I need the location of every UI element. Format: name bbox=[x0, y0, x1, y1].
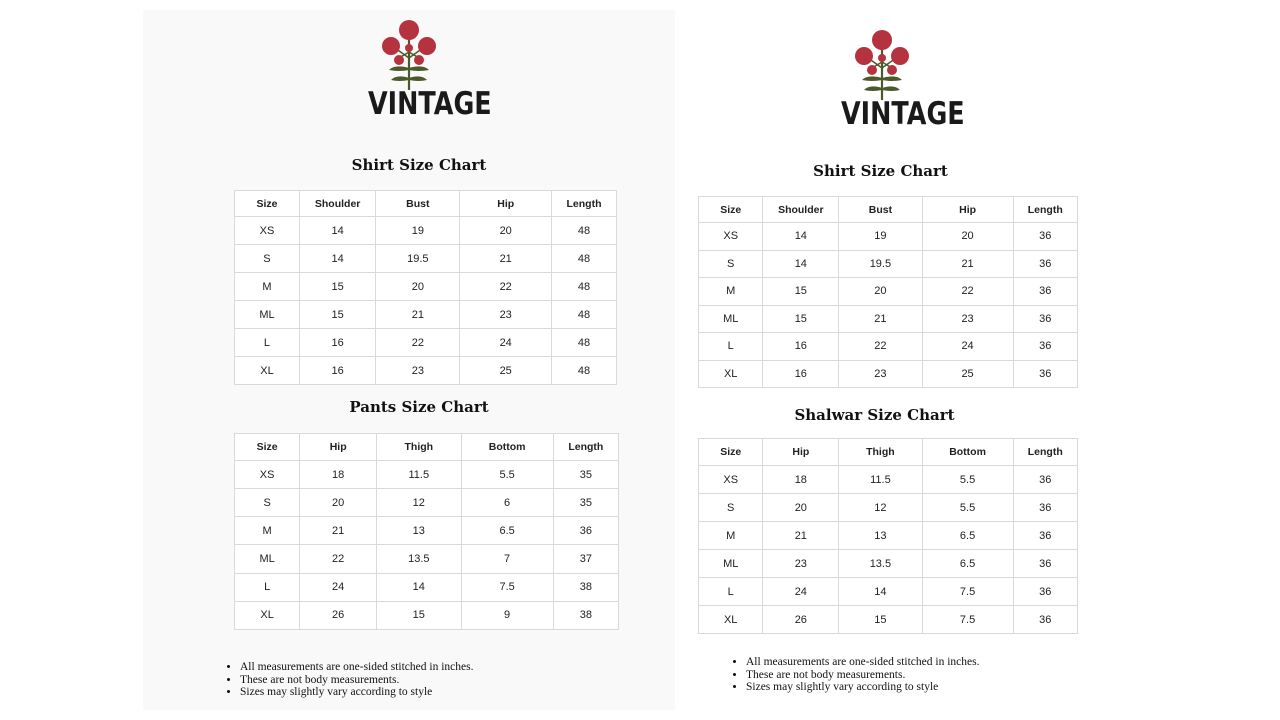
table-row bbox=[699, 278, 1078, 306]
table-row bbox=[235, 601, 619, 629]
table-cell: 22 bbox=[376, 329, 460, 357]
column-header: Bust bbox=[839, 197, 922, 223]
table-cell: XL bbox=[235, 601, 300, 629]
shalwar-chart-title: Shalwar Size Chart bbox=[794, 406, 955, 424]
table-cell: 19.5 bbox=[839, 250, 922, 278]
table-cell: 20 bbox=[763, 494, 839, 522]
table-cell: M bbox=[699, 278, 763, 306]
table-cell: 18 bbox=[300, 461, 377, 489]
table-cell: 36 bbox=[1013, 278, 1077, 306]
table-cell: 35 bbox=[553, 461, 618, 489]
column-header: Shoulder bbox=[299, 191, 375, 217]
table-header-row bbox=[699, 197, 1078, 223]
table-cell: 20 bbox=[922, 223, 1013, 251]
table-cell: S bbox=[235, 245, 300, 273]
table-cell: 14 bbox=[839, 578, 922, 606]
table-cell: 21 bbox=[376, 301, 460, 329]
table-cell: 19 bbox=[376, 217, 460, 245]
table-cell: 48 bbox=[552, 273, 617, 301]
table-cell: 24 bbox=[300, 573, 377, 601]
table-cell: 14 bbox=[299, 217, 375, 245]
table-cell: 36 bbox=[1013, 305, 1077, 333]
table-cell: 48 bbox=[552, 329, 617, 357]
table-cell: ML bbox=[235, 545, 300, 573]
table-row bbox=[235, 461, 619, 489]
table-row bbox=[699, 360, 1078, 388]
note-item: • These are not body measurements. bbox=[746, 669, 979, 682]
table-cell: 36 bbox=[553, 517, 618, 545]
table-row bbox=[235, 245, 617, 273]
table-cell: 15 bbox=[299, 301, 375, 329]
table-cell: L bbox=[235, 329, 300, 357]
table-cell: 14 bbox=[377, 573, 461, 601]
table-cell: 36 bbox=[1013, 550, 1077, 578]
table-row bbox=[699, 305, 1078, 333]
table-cell: 12 bbox=[839, 494, 922, 522]
table-cell: 24 bbox=[763, 578, 839, 606]
brand-name: VINTAGE bbox=[841, 96, 965, 132]
table-cell: 6 bbox=[461, 489, 553, 517]
table-cell: 6.5 bbox=[922, 522, 1013, 550]
table-cell: 7 bbox=[461, 545, 553, 573]
table-cell: 37 bbox=[553, 545, 618, 573]
note-item: • All measurements are one-sided stitched in inches. bbox=[240, 661, 473, 674]
table-row bbox=[699, 494, 1078, 522]
measurement-notes bbox=[730, 656, 979, 694]
table-row bbox=[235, 217, 617, 245]
table-cell: 15 bbox=[839, 606, 922, 634]
table-cell: 22 bbox=[300, 545, 377, 573]
table-cell: 21 bbox=[839, 305, 922, 333]
table-cell: M bbox=[235, 273, 300, 301]
table-cell: 5.5 bbox=[922, 494, 1013, 522]
table-row bbox=[235, 357, 617, 385]
table-cell: 36 bbox=[1013, 522, 1077, 550]
table-row bbox=[235, 573, 619, 601]
table-cell: XS bbox=[235, 461, 300, 489]
table-cell: 20 bbox=[300, 489, 377, 517]
column-header: Length bbox=[553, 434, 618, 461]
table-cell: 13 bbox=[839, 522, 922, 550]
column-header: Size bbox=[699, 197, 763, 223]
table-cell: 24 bbox=[922, 333, 1013, 361]
table-header-row bbox=[235, 191, 617, 217]
table-cell: 23 bbox=[763, 550, 839, 578]
column-header: Hip bbox=[922, 197, 1013, 223]
column-header: Shoulder bbox=[763, 197, 839, 223]
column-header: Hip bbox=[300, 434, 377, 461]
table-cell: XL bbox=[235, 357, 300, 385]
table-cell: M bbox=[699, 522, 763, 550]
column-header: Thigh bbox=[377, 434, 461, 461]
table-cell: 36 bbox=[1013, 606, 1077, 634]
table-cell: 9 bbox=[461, 601, 553, 629]
table-cell: 14 bbox=[763, 223, 839, 251]
table-row bbox=[235, 545, 619, 573]
table-cell: 38 bbox=[553, 573, 618, 601]
table-cell: 5.5 bbox=[922, 466, 1013, 494]
table-row bbox=[235, 301, 617, 329]
table-cell: 38 bbox=[553, 601, 618, 629]
table-cell: 14 bbox=[763, 250, 839, 278]
brand-name: VINTAGE bbox=[368, 86, 492, 122]
table-cell: 20 bbox=[376, 273, 460, 301]
table-row bbox=[699, 606, 1078, 634]
table-cell: S bbox=[699, 494, 763, 522]
vintage-logo bbox=[832, 28, 965, 132]
table-cell: 16 bbox=[299, 357, 375, 385]
column-header: Size bbox=[235, 191, 300, 217]
table-cell: 18 bbox=[763, 466, 839, 494]
table-cell: M bbox=[235, 517, 300, 545]
column-header: Length bbox=[552, 191, 617, 217]
table-cell: 11.5 bbox=[839, 466, 922, 494]
table-cell: 21 bbox=[460, 245, 552, 273]
shirt-size-table bbox=[698, 196, 1078, 388]
table-cell: 26 bbox=[300, 601, 377, 629]
table-cell: 20 bbox=[839, 278, 922, 306]
shalwar-size-table bbox=[698, 438, 1078, 634]
column-header: Hip bbox=[763, 439, 839, 466]
table-row bbox=[699, 522, 1078, 550]
table-cell: 16 bbox=[763, 333, 839, 361]
table-row bbox=[235, 273, 617, 301]
table-row bbox=[699, 466, 1078, 494]
column-header: Size bbox=[699, 439, 763, 466]
flower-icon bbox=[850, 28, 914, 102]
table-row bbox=[699, 333, 1078, 361]
column-header: Bottom bbox=[922, 439, 1013, 466]
table-cell: 13.5 bbox=[839, 550, 922, 578]
table-cell: ML bbox=[235, 301, 300, 329]
table-cell: XS bbox=[699, 223, 763, 251]
note-item: • Sizes may slightly vary according to style bbox=[240, 686, 473, 699]
table-cell: XL bbox=[699, 360, 763, 388]
table-cell: XS bbox=[699, 466, 763, 494]
table-cell: S bbox=[699, 250, 763, 278]
table-cell: L bbox=[699, 578, 763, 606]
table-cell: 35 bbox=[553, 489, 618, 517]
table-cell: 5.5 bbox=[461, 461, 553, 489]
column-header: Bottom bbox=[461, 434, 553, 461]
table-row bbox=[235, 489, 619, 517]
table-cell: 15 bbox=[377, 601, 461, 629]
table-cell: L bbox=[235, 573, 300, 601]
table-cell: 15 bbox=[763, 305, 839, 333]
table-cell: 12 bbox=[377, 489, 461, 517]
table-cell: 16 bbox=[299, 329, 375, 357]
table-cell: 25 bbox=[460, 357, 552, 385]
table-row bbox=[699, 223, 1078, 251]
table-cell: 15 bbox=[299, 273, 375, 301]
measurement-notes bbox=[224, 661, 473, 699]
table-row bbox=[699, 250, 1078, 278]
column-header: Length bbox=[1013, 439, 1077, 466]
table-cell: ML bbox=[699, 305, 763, 333]
table-cell: XS bbox=[235, 217, 300, 245]
column-header: Hip bbox=[460, 191, 552, 217]
table-row bbox=[699, 550, 1078, 578]
table-cell: 21 bbox=[763, 522, 839, 550]
table-cell: 19 bbox=[839, 223, 922, 251]
flower-icon bbox=[377, 18, 441, 92]
table-cell: 13 bbox=[377, 517, 461, 545]
table-cell: 36 bbox=[1013, 466, 1077, 494]
table-cell: 7.5 bbox=[461, 573, 553, 601]
table-cell: 19.5 bbox=[376, 245, 460, 273]
table-cell: 20 bbox=[460, 217, 552, 245]
table-cell: 15 bbox=[763, 278, 839, 306]
right-size-chart-panel bbox=[680, 10, 1085, 710]
table-cell: 7.5 bbox=[922, 578, 1013, 606]
table-cell: 14 bbox=[299, 245, 375, 273]
table-cell: 23 bbox=[376, 357, 460, 385]
table-cell: 21 bbox=[300, 517, 377, 545]
shirt-chart-title: Shirt Size Chart bbox=[351, 156, 487, 174]
column-header: Length bbox=[1013, 197, 1077, 223]
table-cell: 36 bbox=[1013, 223, 1077, 251]
table-cell: 36 bbox=[1013, 333, 1077, 361]
pants-chart-title: Pants Size Chart bbox=[349, 398, 489, 416]
column-header: Thigh bbox=[839, 439, 922, 466]
table-cell: 36 bbox=[1013, 494, 1077, 522]
table-cell: 7.5 bbox=[922, 606, 1013, 634]
note-item: • Sizes may slightly vary according to style bbox=[746, 681, 979, 694]
left-size-chart-panel bbox=[143, 10, 675, 710]
table-cell: 11.5 bbox=[377, 461, 461, 489]
table-cell: 26 bbox=[763, 606, 839, 634]
table-row bbox=[235, 329, 617, 357]
table-header-row bbox=[699, 439, 1078, 466]
table-cell: XL bbox=[699, 606, 763, 634]
shirt-size-table bbox=[234, 190, 617, 385]
table-cell: 48 bbox=[552, 357, 617, 385]
table-row bbox=[235, 517, 619, 545]
table-cell: 25 bbox=[922, 360, 1013, 388]
table-cell: 24 bbox=[460, 329, 552, 357]
table-cell: 21 bbox=[922, 250, 1013, 278]
table-cell: 13.5 bbox=[377, 545, 461, 573]
table-cell: 22 bbox=[839, 333, 922, 361]
table-cell: 36 bbox=[1013, 360, 1077, 388]
note-item: • All measurements are one-sided stitched in inches. bbox=[746, 656, 979, 669]
table-cell: 48 bbox=[552, 301, 617, 329]
column-header: Size bbox=[235, 434, 300, 461]
pants-size-table bbox=[234, 433, 619, 630]
column-header: Bust bbox=[376, 191, 460, 217]
vintage-logo bbox=[359, 18, 492, 122]
table-cell: 6.5 bbox=[922, 550, 1013, 578]
table-cell: 6.5 bbox=[461, 517, 553, 545]
note-item: • These are not body measurements. bbox=[240, 674, 473, 687]
table-cell: 23 bbox=[839, 360, 922, 388]
table-cell: ML bbox=[699, 550, 763, 578]
table-cell: 22 bbox=[460, 273, 552, 301]
table-cell: 48 bbox=[552, 217, 617, 245]
table-cell: 23 bbox=[460, 301, 552, 329]
table-cell: L bbox=[699, 333, 763, 361]
table-cell: 36 bbox=[1013, 250, 1077, 278]
table-cell: 16 bbox=[763, 360, 839, 388]
table-cell: 36 bbox=[1013, 578, 1077, 606]
shirt-chart-title: Shirt Size Chart bbox=[813, 162, 948, 180]
table-cell: 22 bbox=[922, 278, 1013, 306]
table-cell: S bbox=[235, 489, 300, 517]
table-header-row bbox=[235, 434, 619, 461]
table-cell: 48 bbox=[552, 245, 617, 273]
table-cell: 23 bbox=[922, 305, 1013, 333]
table-row bbox=[699, 578, 1078, 606]
